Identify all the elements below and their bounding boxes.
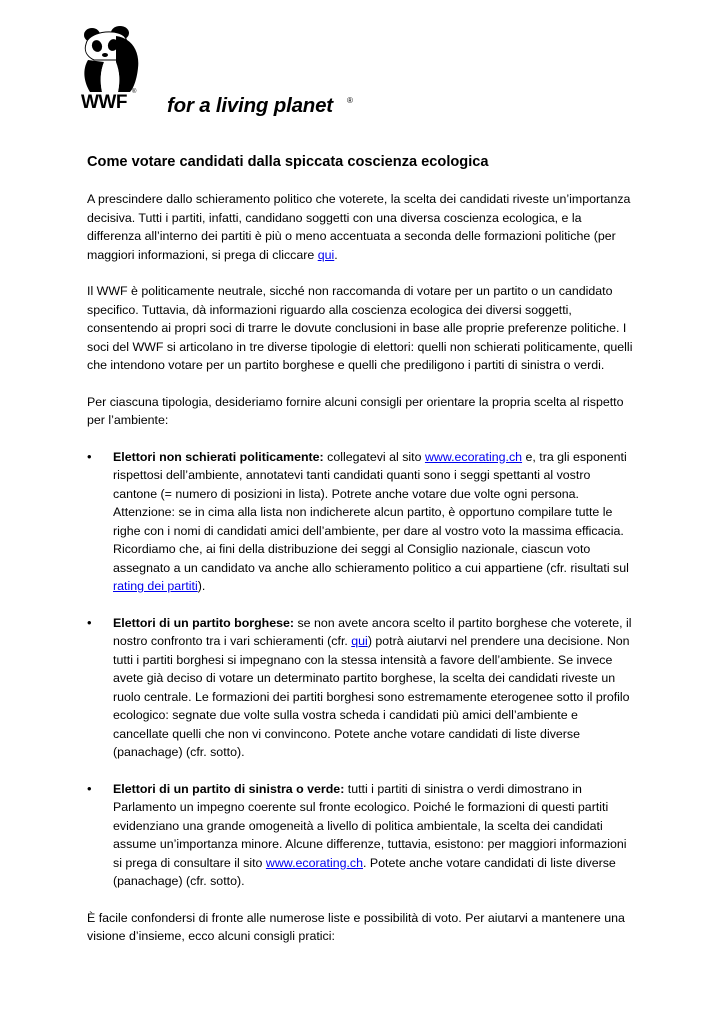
item-text: tutti i partiti di sinistra o verdi dimostrano in Parlamento un impegno coerente sul fronte ecologico. Poiché le formazioni di questi partiti evidenziano una grande omogeneità a livello di politica ambientale, la scelta dei candidati assume un’importanza minore. Alcune differenze, tuttavia, esistono: per maggiori informazioni si prega di consultare il sito [113,781,627,870]
wwf-wordmark: WWF [81,92,127,113]
voter-type-list [87,448,637,891]
item-text: se non avete ancora scelto il partito borghese che voterete, il nostro confronto tra i vari schieramenti (cfr. [113,615,632,648]
intro-end: . [334,247,338,262]
item-text: ). [197,579,206,593]
item-text: collegatevi al sito [323,449,425,464]
tagline: for a living planet [167,94,333,117]
item-text: . Potete anche votare candidati di liste diverse (panachage) (cfr. sotto). [113,855,616,888]
bullet-icon: • [87,780,92,796]
wwf-panda-logo [80,26,142,118]
document-body [87,153,637,964]
party-rating-link[interactable]: rating dei partiti [113,579,198,593]
intro-link-qui[interactable]: qui [317,247,335,262]
typology-paragraph: Per ciascuna tipologia, desideriamo fornire alcuni consigli per orientare la propria scelta al rispetto per l’ambiente: [87,394,624,427]
list-item-nonaligned [87,448,637,596]
item-text: ) potrà aiutarvi nel prendere una decisione. Non tutti i partiti borghesi si impegnano con la stessa intensità a favore dell’ambiente. Se invece avete già deciso di votare un determinato partito borghese, la scelta dei candidati riveste un ruolo centrale. Le formazioni dei partiti borghesi sono estremamente eterogenee sotto il profilo ecologico: segnate due volte sulla vostra scheda i candidati più amici dell’ambiente e cancellate quelli che non vi convincono. Potete anche votare candidati di liste diverse (panachage) (cfr. sotto). [113,634,630,759]
item-heading: Elettori non schierati politicamente: [113,449,324,464]
bullet-icon: • [87,614,92,630]
closing-paragraph: È facile confondersi di fronte alle numerose liste e possibilità di voto. Per aiutarvi a mantenere una visione d’insieme, ecco alcuni consigli pratici: [87,910,625,943]
intro-paragraph [87,190,637,264]
list-item-left-green [87,780,637,891]
intro-text: A prescindere dallo schieramento politico che voterete, la scelta dei candidati riveste un’importanza decisiva. Tutti i partiti, infatti, candidano soggetti con una diversa coscienza ecologica, e la differenza all’interno dei partiti è più o meno accentuata a seconda delle formazioni politiche (per maggiori informazioni, si prega di cliccare [87,192,631,262]
neutrality-paragraph: Il WWF è politicamente neutrale, sicché non raccomanda di votare per un partito o un candidato specifico. Tuttavia, dà informazioni riguardo alla coscienza ecologica dei diversi soggetti, consentendo ai propri soci di trarre le dovute conclusioni in base alle proprie preferenze politiche. I soci del WWF si articolano in tre diverse tipologie di elettori: quelli non schierati politicamente, quelli che intendono votare per un partito borghese e quelli che prediligono i partiti di sinistra o verdi. [87,284,633,372]
ecorating-link[interactable]: www.ecorating.ch [424,449,523,464]
ecorating-link[interactable]: www.ecorating.ch [265,855,364,870]
bullet-icon: • [87,448,92,464]
logo-registered-mark: ® [132,89,137,95]
list-item-bourgeois [87,614,637,762]
page-title: Come votare candidati dalla spiccata coscienza ecologica [87,154,489,170]
item-heading: Elettori di un partito borghese: [113,615,295,630]
tagline-registered-mark: ® [347,96,353,105]
comparison-link-qui[interactable]: qui [351,634,368,648]
item-heading: Elettori di un partito di sinistra o verde: [113,781,345,796]
item-text: e, tra gli esponenti rispettosi dell’ambiente, annotatevi tanti candidati quanti sono i seggi spettanti al vostro cantone (= numero di posizioni in lista). Potrete anche votare due volte ogni persona. Attenzione: se in cima alla lista non indicherete alcun partito, è opportuno compilare tutte le righe con i nomi di candidati amici dell’ambiente, per dare al vostro voto la massima efficacia. Ricordiamo che, ai fini della distribuzione dei seggi al Consiglio nazionale, ciascun voto assegnato a un candidato va anche allo schieramento politico a cui appartiene (cfr. risultati sul [113,449,629,575]
